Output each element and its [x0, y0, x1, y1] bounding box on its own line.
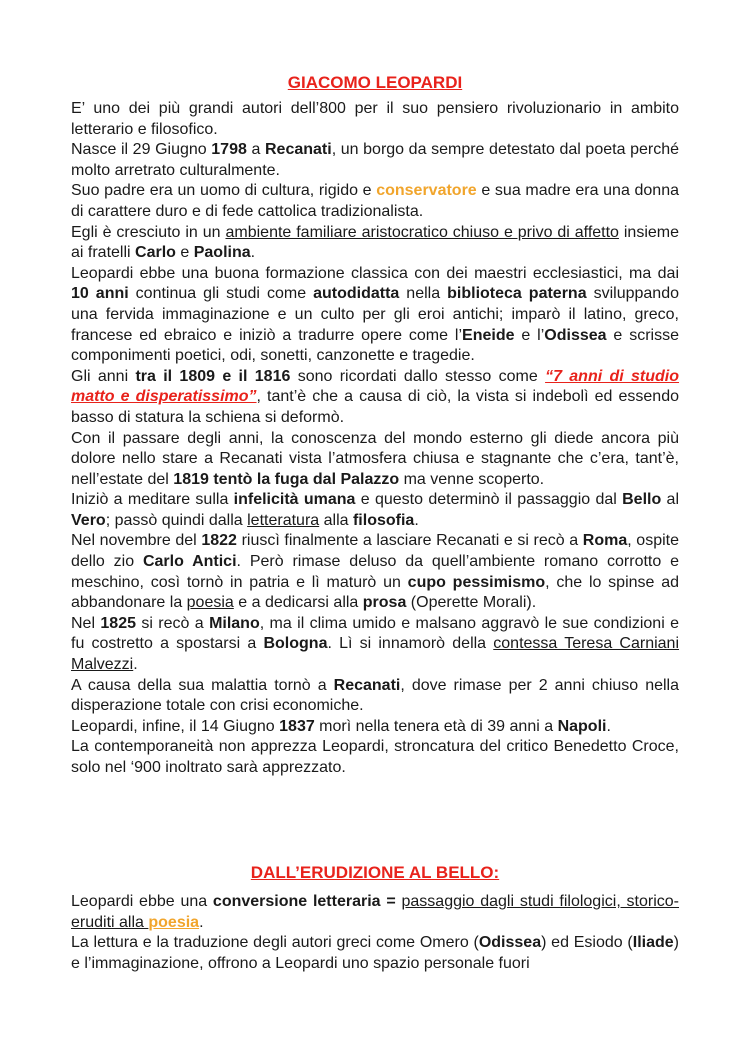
text-run: continua gli studi come	[128, 285, 314, 303]
paragraph	[71, 223, 679, 264]
paragraph	[71, 367, 679, 429]
text-run: Leopardi ebbe una	[71, 893, 213, 910]
text-run: , ma il clima umido e malsano aggravò le sue condizioni e fu costretto a spostarsi a	[71, 614, 680, 653]
emphasis-text: Roma	[582, 532, 628, 550]
emphasis-text: prosa	[362, 594, 407, 612]
paragraph	[71, 140, 679, 181]
emphasis-text: infelicità umana	[233, 491, 356, 509]
text-run: Con il passare degli anni, la conoscenza del mondo esterno gli diede ancora più dolore nello stare a Recanati vista l’atmosfera chiusa e stagnante che c’era, tant’è, nell’estate del	[71, 429, 679, 488]
emphasis-text: Bologna	[263, 635, 328, 653]
emphasis-text: tra il 1809 e il 1816	[135, 367, 291, 385]
paragraph	[71, 264, 679, 367]
paragraph	[71, 429, 679, 491]
text-run: .	[414, 511, 419, 529]
paragraph	[71, 933, 679, 974]
text-run: , dove rimase per 2 anni chiuso nella disperazione totale con crisi economiche.	[71, 676, 680, 715]
text-run: La contemporaneità non apprezza Leopardi, stroncatura del critico Benedetto Croce, solo nel ‘900 inoltrato sarà apprezzato.	[71, 738, 679, 776]
text-run: ) ed Esiodo (	[541, 934, 633, 952]
emphasis-text: poesia	[186, 594, 234, 612]
text-run: Nel novembre del	[71, 532, 202, 550]
paragraph	[71, 531, 679, 613]
text-run: Iniziò a meditare sulla	[71, 491, 234, 509]
text-run: nella	[399, 285, 448, 303]
paragraph	[71, 490, 679, 531]
text-run: a	[246, 141, 265, 159]
emphasis-text: ambiente familiare aristocratico chiuso e privo di affetto	[225, 223, 619, 241]
text-run: .	[606, 717, 611, 735]
text-run: La lettura e la traduzione degli autori greci come Omero (	[71, 934, 479, 952]
text-run: , un borgo da sempre detestato dal poeta perché molto arretrato culturalmente.	[71, 141, 680, 179]
paragraph	[71, 737, 679, 778]
emphasis-text: Odissea	[544, 326, 607, 344]
text-run: , ospite dello zio	[71, 532, 680, 571]
text-run: e l’	[514, 326, 545, 344]
emphasis-text: Recanati	[333, 676, 401, 694]
emphasis-text: Carlo	[135, 244, 176, 262]
text-run: alla	[319, 511, 353, 529]
emphasis-text: 1837	[279, 717, 315, 735]
emphasis-text: 1822	[201, 532, 237, 550]
emphasis-text: 1798	[211, 141, 247, 159]
text-run: Suo padre era un uomo di cultura, rigido e	[71, 182, 377, 200]
emphasis-text: letteratura	[247, 511, 320, 529]
text-run: e a dedicarsi alla	[233, 594, 363, 612]
text-run: E’ uno dei più grandi autori dell’800 per il suo pensiero rivoluzionario in ambito letterario e filosofico.	[71, 100, 679, 138]
text-run: Nel	[71, 614, 101, 632]
text-run: Leopardi ebbe una buona formazione classica con dei maestri ecclesiastici, ma dai	[71, 264, 679, 282]
emphasis-text: 1825	[100, 614, 136, 632]
section-title: DALL’ERUDIZIONE AL BELLO:	[250, 863, 500, 882]
paragraph	[71, 717, 679, 738]
text-run: riuscì finalmente a lasciare Recanati e si recò a	[236, 532, 583, 550]
emphasis-text: biblioteca paterna	[447, 285, 587, 303]
emphasis-text: Vero	[71, 511, 106, 529]
text-run: Nasce il 29 Giugno	[71, 141, 212, 159]
emphasis-text: Napoli	[557, 717, 607, 735]
text-run: Gli anni	[71, 367, 136, 385]
paragraph	[71, 99, 679, 140]
paragraph	[71, 181, 679, 222]
text-run: e questo determinò il passaggio dal	[355, 491, 623, 509]
emphasis-text: Eneide	[462, 326, 515, 344]
text-run: , tant’è che a causa di ciò, la vista si indebolì ed essendo basso di statura la schiena si deformò.	[71, 388, 679, 426]
text-run: e	[175, 244, 194, 262]
emphasis-text: autodidatta	[313, 285, 400, 303]
text-run: sono ricordati dallo stesso come	[290, 367, 546, 385]
paragraph	[71, 614, 679, 676]
emphasis-text: cupo pessimismo	[407, 573, 546, 591]
text-run: A causa della sua malattia tornò a	[71, 676, 334, 694]
document-title: GIACOMO LEOPARDI	[287, 73, 463, 92]
text-run: ; passò quindi dalla	[105, 511, 248, 529]
text-run: e scrisse componimenti poetici, odi, sonetti, canzonette e tragedie.	[71, 326, 679, 365]
emphasis-text: conservatore	[376, 182, 477, 200]
text-run: insieme ai fratelli	[71, 223, 680, 262]
erudition-section	[71, 892, 679, 974]
emphasis-text: 1819 tentò la fuga dal Palazzo	[173, 470, 400, 488]
emphasis-text: Carlo Antici	[142, 553, 237, 571]
text-run: .	[133, 656, 138, 674]
paragraph	[71, 892, 679, 933]
text-run: al	[661, 491, 680, 509]
emphasis-text: Milano	[209, 614, 260, 632]
text-run: Leopardi, infine, il 14 Giugno	[71, 717, 280, 735]
emphasis-text: conversione letteraria =	[212, 893, 396, 910]
emphasis-text: poesia	[148, 913, 200, 931]
biography-section	[71, 99, 679, 779]
text-run: e sua madre era una donna di carattere duro e di fede cattolica tradizionalista.	[71, 182, 680, 220]
text-run: ma venne scoperto.	[399, 470, 545, 488]
text-run: Egli è cresciuto in un	[71, 223, 226, 241]
text-run: (Operette Morali).	[406, 594, 537, 612]
text-run: sviluppando una fervida immaginazione e un culto per gli eroi antichi; imparò il latino, greco, francese ed ebraico e iniziò a tradurre opere come l’	[71, 285, 680, 344]
text-run: morì nella tenera età di 39 anni a	[314, 717, 558, 735]
paragraph	[71, 676, 679, 717]
emphasis-text: Odissea	[478, 934, 542, 952]
emphasis-text: Bello	[622, 491, 662, 509]
text-run: .	[199, 913, 204, 931]
emphasis-text: filosofia	[352, 511, 415, 529]
text-run: si recò a	[135, 614, 210, 632]
emphasis-text: Recanati	[265, 141, 332, 159]
emphasis-text: contessa Teresa Carniani Malvezzi	[71, 635, 680, 674]
text-run: . Però rimase deluso da quell’ambiente romano corrotto e meschino, così tornò in patria e lì maturò un	[71, 553, 679, 591]
emphasis-text: Paolina	[193, 244, 251, 262]
emphasis-text: “7 anni di studio matto e disperatissimo”	[71, 367, 680, 406]
text-run: ) e l’immaginazione, offrono a Leopardi uno spazio personale fuori	[71, 934, 679, 972]
emphasis-text: 10 anni	[71, 285, 129, 303]
emphasis-text: passaggio dagli studi filologici, storico-eruditi alla	[71, 893, 680, 931]
text-run: , che lo spinse ad abbandonare la	[71, 573, 679, 612]
text-run: . Lì si innamorò della	[327, 635, 494, 653]
text-run: .	[250, 244, 256, 262]
emphasis-text: Iliade	[632, 934, 674, 952]
